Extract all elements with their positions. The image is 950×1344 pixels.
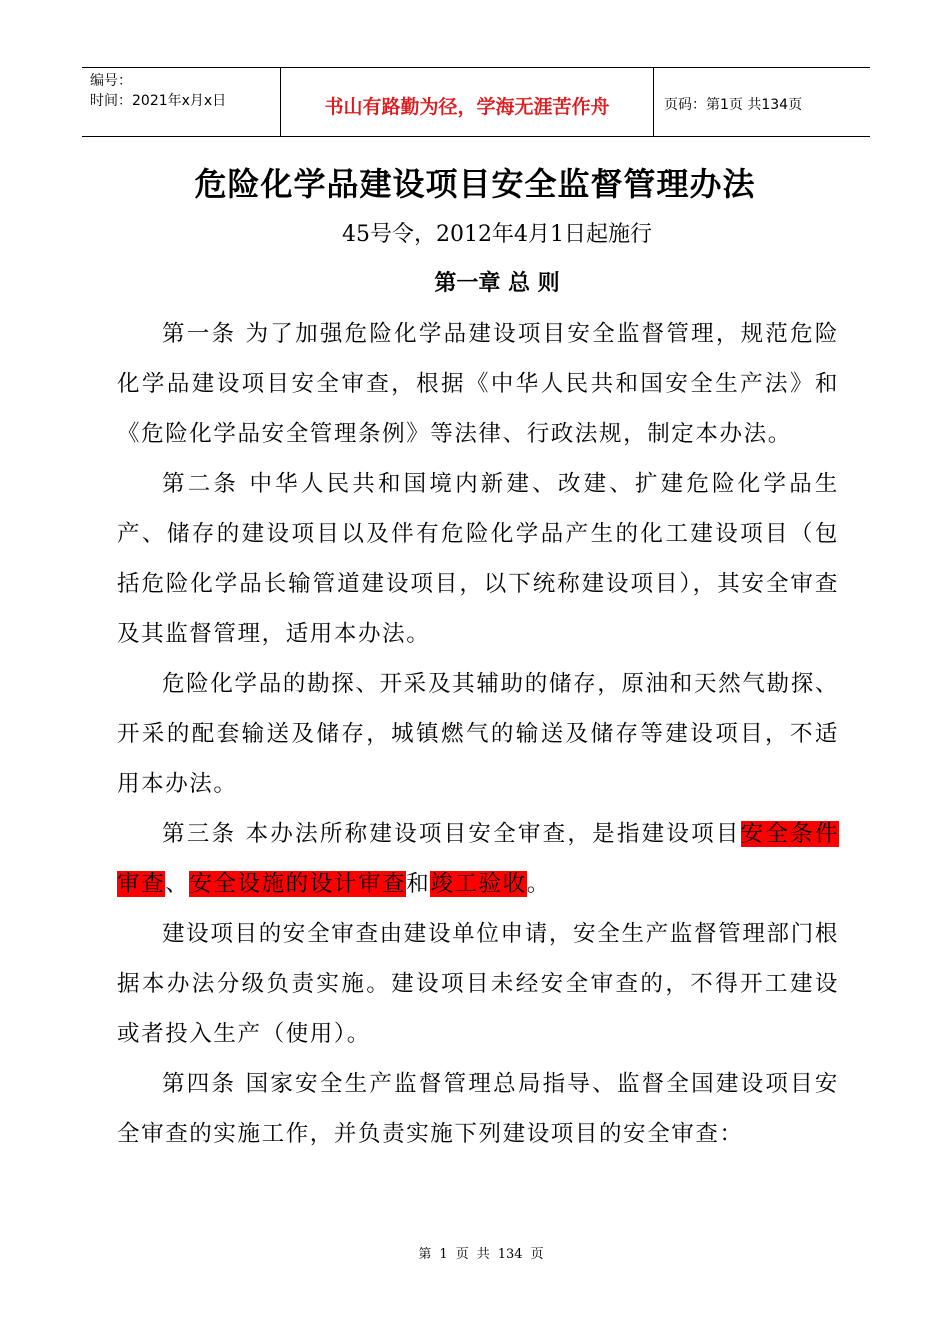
header-motto: 书山有路勤为径，学海无涯苦作舟 [281, 68, 654, 136]
document-subtitle: 45号令，2012年4月1日起施行 [342, 222, 652, 247]
article-2-exclusion: 危险化学品的勘探、开采及其辅助的储存，原油和天然气勘探、开采的配套输送及储存，城镇燃气的输送及储存等建设项目，不适用本办法。 [117, 671, 839, 797]
footer-word-di: 第 [418, 1247, 432, 1262]
article-1: 第一条 为了加强危险化学品建设项目安全监督管理，规范危险化学品建设项目安全审查，根据《中华人民共和国安全生产法》和《危险化学品安全管理条例》等法律、行政法规，制定本办法。 [117, 321, 839, 447]
highlight-completion-acceptance: 竣工验收 [430, 871, 527, 897]
page-header [82, 67, 870, 137]
page-footer [0, 1243, 950, 1262]
article-3-detail: 建设项目的安全审查由建设单位申请，安全生产监督管理部门根据本办法分级负责实施。建设项目未经安全审查的，不得开工建设或者投入生产（使用）。 [117, 921, 839, 1047]
highlight-safety-facility-design-review: 安全设施的设计审查 [189, 871, 407, 897]
footer-word-ye-2: 页 [530, 1247, 544, 1262]
header-meta [82, 68, 281, 136]
document-body [117, 309, 839, 1159]
article-4: 第四条 国家安全生产监督管理总局指导、监督全国建设项目安全审查的实施工作，并负责实施下列建设项目的安全审查： [117, 1071, 839, 1147]
header-page-info: 页码：第1页 共134页 [664, 97, 803, 113]
article-3-conjunction: 和 [406, 871, 431, 897]
document-date: 时间：2021年x月x日 [90, 93, 227, 109]
article-2: 第二条 中华人民共和国境内新建、改建、扩建危险化学品生产、储存的建设项目以及伴有危险化学品产生的化工建设项目（包括危险化学品长输管道建设项目，以下统称建设项目），其安全审查及其监督管理，适用本办法。 [117, 471, 839, 647]
article-3-end: 。 [526, 871, 551, 897]
footer-word-ye: 页 [455, 1247, 469, 1262]
article-3-text: 第三条 本办法所称建设项目安全审查，是指建设项目 [162, 821, 741, 847]
article-3-separator: 、 [165, 871, 190, 897]
highlight-safety-condition-review: 安全条件审查 [117, 821, 839, 897]
document-number-label: 编号： [90, 73, 132, 89]
footer-word-gong: 共 [476, 1247, 490, 1262]
document-title: 危险化学品建设项目安全监督管理办法 [194, 165, 756, 203]
footer-page-number: 1 [439, 1247, 448, 1262]
footer-total-pages: 134 [497, 1247, 523, 1262]
chapter-heading: 第一章 总 则 [434, 271, 560, 296]
article-3 [117, 809, 839, 909]
